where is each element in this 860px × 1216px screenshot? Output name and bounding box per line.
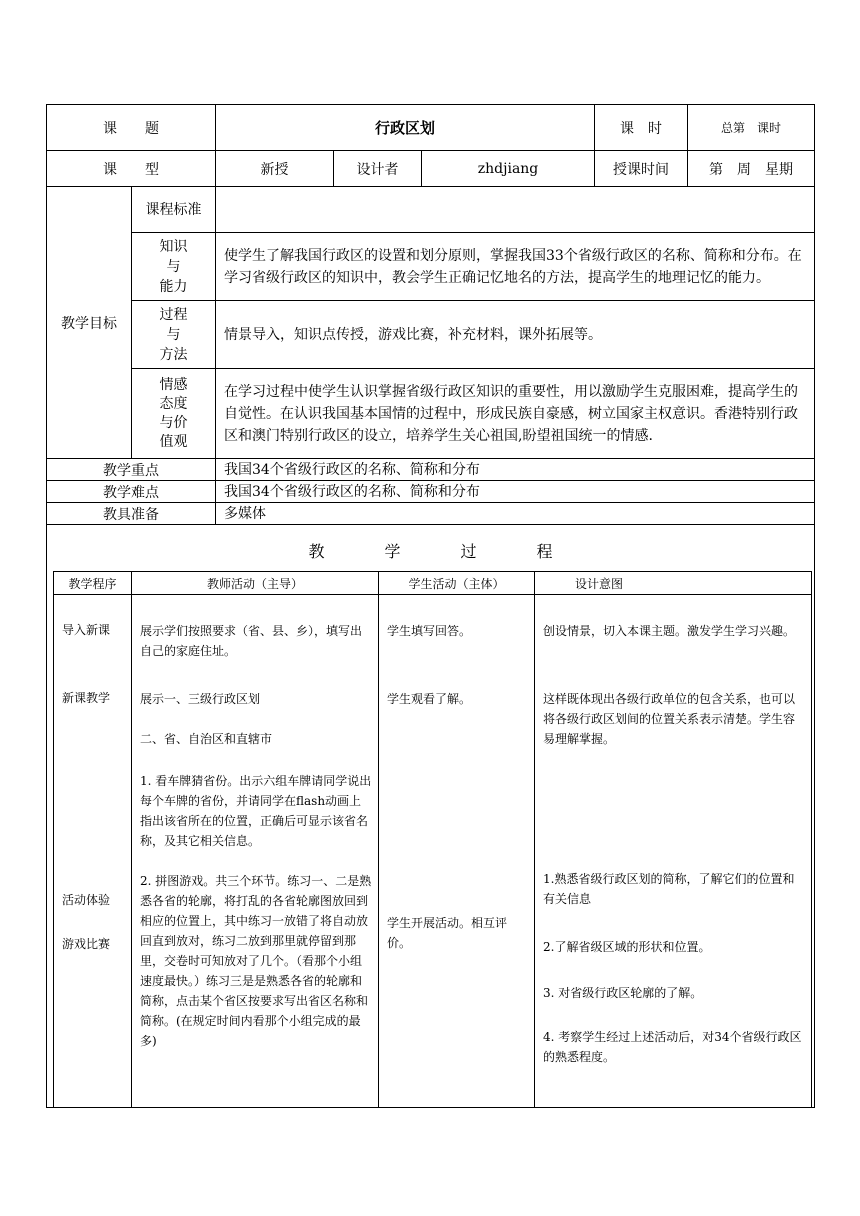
goal-label-emotion: 情感 态度 与价 值观 <box>132 369 216 459</box>
goal-row-process <box>47 301 815 369</box>
process-header-row <box>54 572 812 595</box>
goal-text-knowledge: 使学生了解我国行政区的设置和划分原则，掌握我国33个省级行政区的名称、简称和分布。在学习省级行政区的知识中，教会学生正确记忆地名的方法，提高学生的地理记忆的能力。 <box>216 233 815 301</box>
step-new-lesson: 新课教学 <box>62 691 111 705</box>
goal-row-knowledge <box>47 233 815 301</box>
step-intro: 导入新课 <box>62 623 111 637</box>
tools-label: 教具准备 <box>47 503 216 525</box>
goal-label-knowledge: 知识 与 能力 <box>132 233 216 301</box>
designer-value: zhdjiang <box>422 151 595 187</box>
designer-label: 设计者 <box>334 151 422 187</box>
tools-row <box>47 503 815 525</box>
time-value: 第 周 星期 <box>688 151 815 187</box>
teacher-item: 1. 看车牌猜省份。出示六组车牌请同学说出每个车牌的省份，并请同学在flash动画上指出该省所在的位置，正确后可显示该省名称，及其它相关信息。 <box>140 774 372 848</box>
process-title-char: 过 <box>460 542 477 561</box>
tools-value: 多媒体 <box>216 503 815 525</box>
process-title-char: 教 <box>308 542 325 561</box>
goal-row-emotion <box>47 369 815 459</box>
teacher-item: 展示学们按照要求（省、县、乡），填写出自己的家庭住址。 <box>140 624 363 658</box>
topic-value: 行政区划 <box>216 105 595 151</box>
period-value: 总第 课时 <box>688 105 815 151</box>
intent-item: 1.熟悉省级行政区划的简称，了解它们的位置和有关信息 <box>543 872 795 906</box>
process-student-cell <box>379 595 535 1108</box>
process-table <box>53 571 812 1107</box>
process-title <box>47 525 814 571</box>
goal-text-standard <box>216 187 815 233</box>
teacher-item: 展示一、三级行政区划 <box>140 692 261 706</box>
process-title-char: 学 <box>384 542 401 561</box>
intent-item: 2.了解省级区域的形状和位置。 <box>543 940 711 954</box>
teacher-item: 二、省、自治区和直辖市 <box>140 732 273 746</box>
key-points-value: 我国34个省级行政区的名称、简称和分布 <box>216 459 815 481</box>
topic-label: 课 题 <box>47 105 216 151</box>
period-label: 课 时 <box>595 105 688 151</box>
student-item: 学生观看了解。 <box>387 692 472 706</box>
intent-item: 这样既体现出各级行政单位的包含关系，也可以将各级行政区划间的位置关系表示清楚。学生容易理解掌握。 <box>543 692 796 746</box>
key-points-label: 教学重点 <box>47 459 216 481</box>
process-header-intent: 设计意图 <box>535 572 812 595</box>
difficulties-value: 我国34个省级行政区的名称、简称和分布 <box>216 481 815 503</box>
difficulties-label: 教学难点 <box>47 481 216 503</box>
type-label: 课 型 <box>47 151 216 187</box>
type-value: 新授 <box>216 151 334 187</box>
process-row <box>47 525 815 1108</box>
process-body-row <box>54 595 812 1108</box>
time-label: 授课时间 <box>595 151 688 187</box>
goal-text-process: 情景导入，知识点传授，游戏比赛，补充材料，课外拓展等。 <box>216 301 815 369</box>
process-steps-cell <box>54 595 132 1108</box>
process-section <box>47 525 815 1108</box>
key-points-row <box>47 459 815 481</box>
topic-row <box>47 105 815 151</box>
step-game: 游戏比赛 <box>62 937 111 951</box>
process-intent-cell <box>535 595 812 1108</box>
lesson-plan-table <box>46 104 815 1108</box>
goal-row-standard <box>47 187 815 233</box>
step-activity: 活动体验 <box>62 893 111 907</box>
difficulties-row <box>47 481 815 503</box>
process-teacher-cell <box>132 595 379 1108</box>
type-row <box>47 151 815 187</box>
student-item: 学生开展活动。相互评价。 <box>387 916 508 950</box>
teacher-item: 2. 拼图游戏。共三个环节。练习一、二是熟悉各省的轮廓，将打乱的各省轮廓图放回到相应的位置上，其中练习一放错了将自动放回直到放对，练习二放到那里就停留到那里，交卷时可知放对了几个。（看那个小组速度最快。）练习三是是熟悉各省的轮廓和简称，点击某个省区按要求写出省区名称和简称。(在规定时间内看那个小组完成的最多) <box>140 874 372 1048</box>
goal-label-standard: 课程标准 <box>132 187 216 233</box>
intent-item: 3. 对省级行政区轮廓的了解。 <box>543 986 703 1000</box>
goal-label-process: 过程 与 方法 <box>132 301 216 369</box>
goals-label: 教学目标 <box>47 187 132 459</box>
student-item: 学生填写回答。 <box>387 624 472 638</box>
lesson-plan <box>46 104 814 1108</box>
process-header-student: 学生活动（主体） <box>379 572 535 595</box>
goal-text-emotion: 在学习过程中使学生认识掌握省级行政区知识的重要性，用以激励学生克服困难，提高学生的自觉性。在认识我国基本国情的过程中，形成民族自豪感，树立国家主权意识。香港特别行政区和澳门特别行政区的设立，培养学生关心祖国,盼望祖国统一的情感. <box>216 369 815 459</box>
intent-item: 4. 考察学生经过上述活动后，对34个省级行政区的熟悉程度。 <box>543 1030 802 1064</box>
process-header-teacher: 教师活动（主导） <box>132 572 379 595</box>
intent-item: 创设情景，切入本课主题。激发学生学习兴趣。 <box>543 624 796 638</box>
process-title-char: 程 <box>536 542 553 561</box>
process-header-step: 教学程序 <box>54 572 132 595</box>
